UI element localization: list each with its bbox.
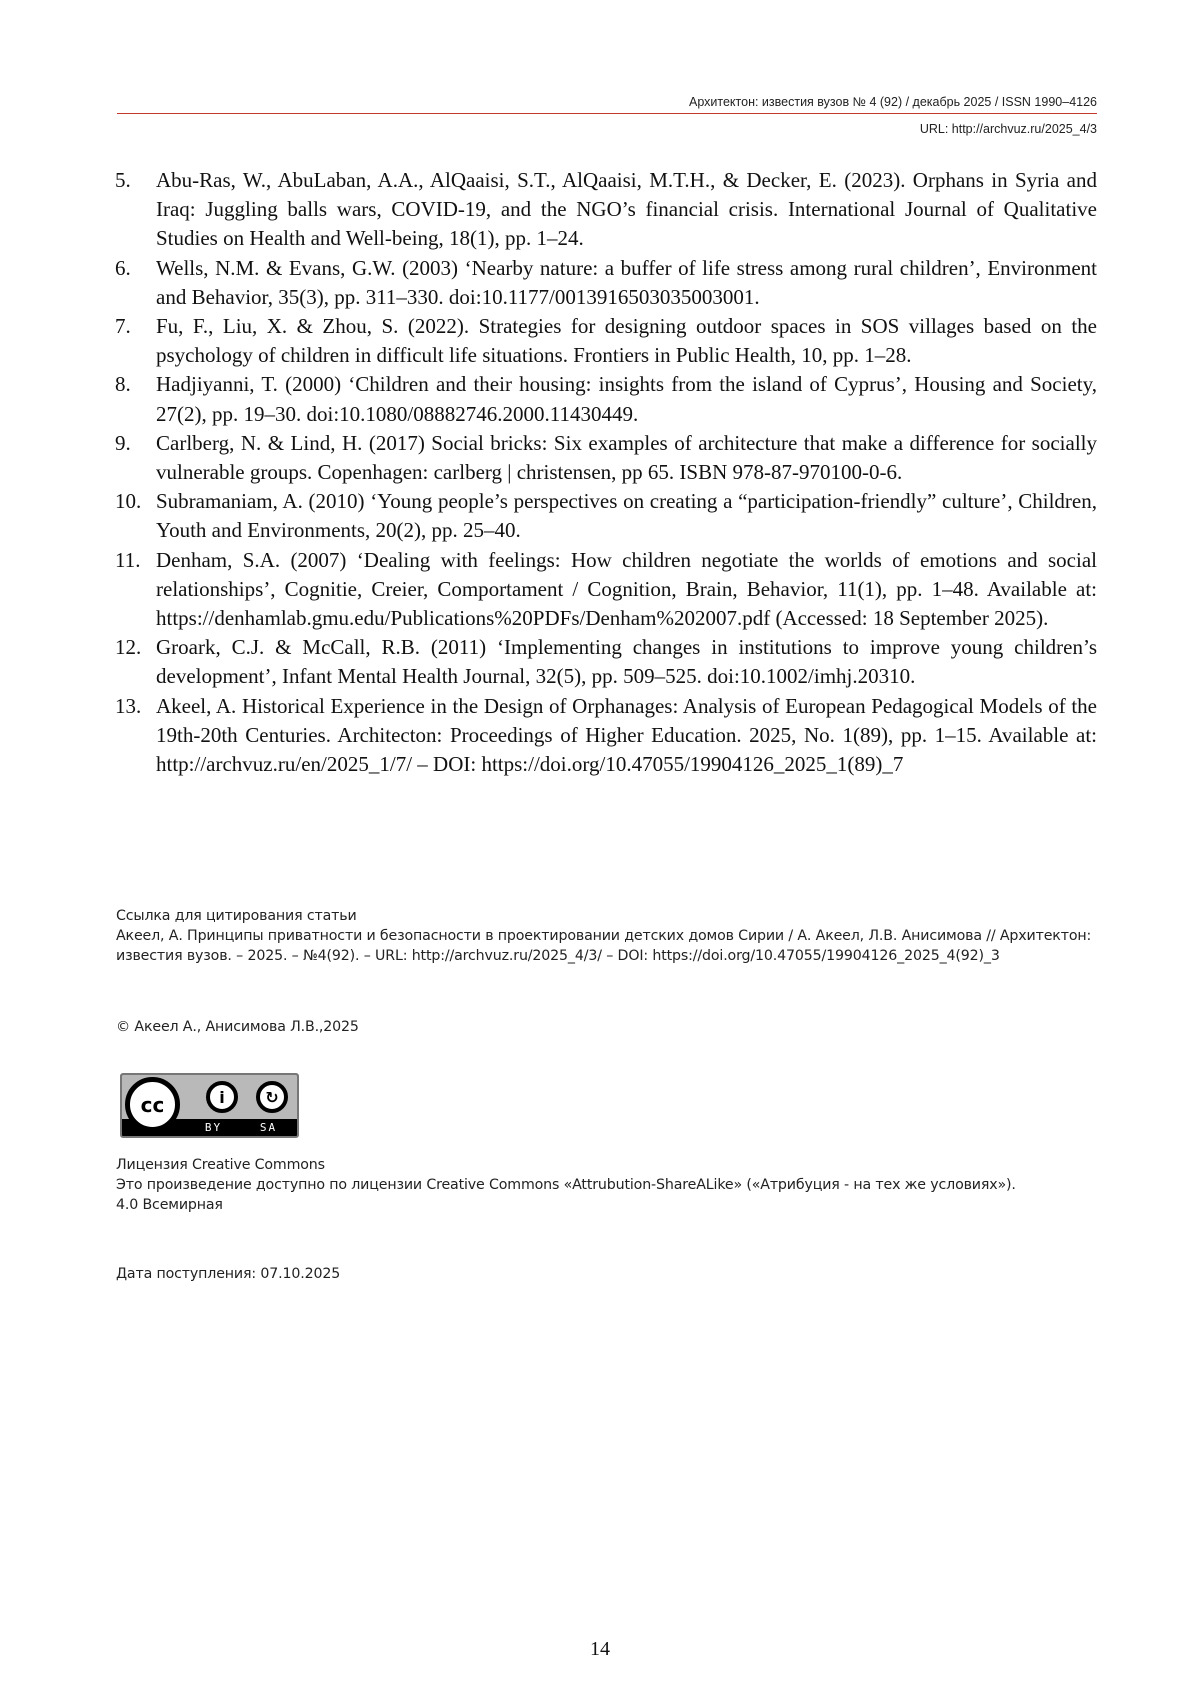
reference-item (115, 487, 1097, 545)
reference-text: Fu, F., Liu, X. & Zhou, S. (2022). Strategies for designing outdoor spaces in SOS villages based on the psychology of children in difficult life situations. Frontiers in Public Health, 10, pp. 1–28. (156, 314, 1097, 368)
reference-text: Groark, C.J. & McCall, R.B. (2011) ‘Implementing changes in institutions to improve young children’s development’, Infant Mental Health Journal, 32(5), pp. 509–525. doi:10.1002/imhj.20310. (156, 635, 1097, 689)
reference-text: Akeel, A. Historical Experience in the Design of Orphanages: Analysis of European Pedagogical Models of the 19th-20th Centuries. Architecton: Proceedings of Higher Education. 2025, No. 1(89), pp. 1–15. Available at: http://archvuz.ru/en/2025_1/7/ – DOI: https://doi.org/10.47055/19904126_2025_1(89)_7 (156, 693, 1097, 777)
header-rule (117, 113, 1097, 114)
reference-number: 8. (115, 372, 131, 397)
reference-number: 6. (115, 255, 131, 280)
page-number: 14 (590, 1638, 610, 1660)
cc-by-sa-badge (120, 1073, 299, 1138)
reference-number: 11. (115, 547, 141, 572)
reference-item (115, 312, 1097, 370)
reference-item (115, 546, 1097, 634)
reference-number: 12. (115, 635, 142, 660)
reference-number: 7. (115, 314, 131, 339)
running-header (117, 94, 1097, 137)
journal-info: Архитектон: известия вузов № 4 (92) / декабрь 2025 / ISSN 1990–4126 (689, 95, 1097, 109)
reference-number: 5. (115, 168, 131, 192)
reference-text: Hadjiyanni, T. (2000) ‘Children and their housing: insights from the island of Cyprus’, Housing and Society, 27(2), pp. 19–30. doi:10.1080/08882746.2000.11430449. (156, 372, 1097, 426)
share-alike-icon: ↻ (256, 1081, 288, 1113)
reference-number: 9. (115, 430, 131, 455)
license-version: 4.0 Всемирная (116, 1197, 223, 1213)
copyright-notice: © Акеел А., Анисимова Л.В.,2025 (116, 1019, 359, 1035)
license-block (116, 1155, 1101, 1215)
reference-text: Subramaniam, A. (2010) ‘Young people’s perspectives on creating a “participation-friendly” culture’, Children, Youth and Environments, 20(2), pp. 25–40. (156, 489, 1097, 543)
reference-number: 10. (115, 489, 142, 514)
reference-text: Abu-Ras, W., AbuLaban, A.A., AlQaaisi, S.T., AlQaaisi, M.T.H., & Decker, E. (2023). Orphans in Syria and Iraq: Juggling balls wars, COVID-19, and the NGO’s financial crisis. International Journal of Qualitative Studies on Health and Well-being, 18(1), pp. 1–24. (156, 168, 1097, 251)
citation-heading: Ссылка для цитирования статьи (116, 908, 357, 924)
reference-item (115, 370, 1097, 428)
sa-label: SA (259, 1121, 278, 1134)
reference-text: Carlberg, N. & Lind, H. (2017) Social bricks: Six examples of architecture that make a difference for socially vulnerable groups. Copenhagen: carlberg | christensen, pp 65. ISBN 978-87-970100-0-6. (156, 430, 1097, 485)
reference-text: Denham, S.A. (2007) ‘Dealing with feelings: How children negotiate the worlds of emotions and social relationships’, Cognitie, Creier, Comportament / Cognition, Brain, Behavior, 11(1), pp. 1–48. Available at: https://denhamlab.gmu.edu/Publications%20PDFs/Denham%202007.pdf (Accessed: 18 September 2025). (156, 547, 1097, 631)
received-date: Дата поступления: 07.10.2025 (116, 1266, 341, 1282)
citation-text: Акеел, А. Принципы приватности и безопасности в проектировании детских домов Сирии / А. Акеел, Л.В. Анисимова // Архитектон: известия вузов. – 2025. – №4(92). – URL: http://archvuz.ru/2025_4/3/ – DOI: https://doi.org/10.47055/19904126_2025_4(92)_3 (116, 928, 1092, 964)
by-label: BY (204, 1121, 223, 1134)
attribution-icon: i (206, 1081, 238, 1113)
cc-logo-icon: cc (125, 1077, 180, 1132)
badge-labels (186, 1121, 296, 1135)
reference-item (115, 692, 1097, 780)
reference-list (115, 166, 1097, 779)
citation-block (116, 906, 1101, 966)
reference-number: 13. (115, 693, 142, 718)
reference-item (115, 429, 1097, 487)
reference-item (115, 633, 1097, 691)
license-text: Это произведение доступно по лицензии Creative Commons «Attrubution-ShareALike» («Атрибуция - на тех же условиях»). (116, 1177, 1016, 1193)
header-url: URL: http://archvuz.ru/2025_4/3 (919, 122, 1097, 136)
license-heading: Лицензия Creative Commons (116, 1157, 325, 1173)
reference-item (115, 254, 1097, 312)
reference-item (115, 166, 1097, 254)
reference-text: Wells, N.M. & Evans, G.W. (2003) ‘Nearby nature: a buffer of life stress among rural children’, Environment and Behavior, 35(3), pp. 311–330. doi:10.1177/0013916503035003001. (156, 255, 1097, 309)
